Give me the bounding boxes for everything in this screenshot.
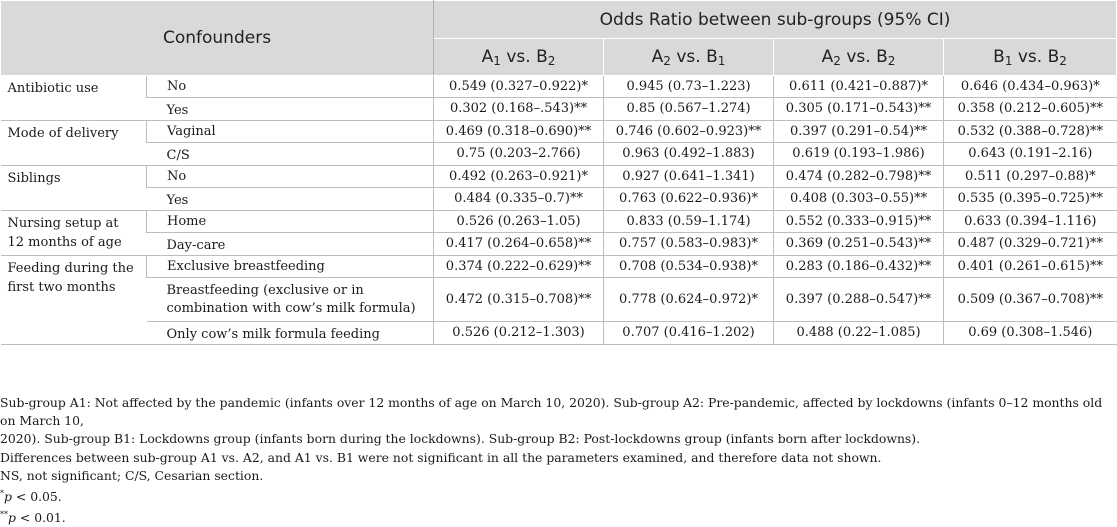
confounder-label-line: Feeding during the	[7, 261, 134, 276]
table-cell: 0.707 (0.416–1.202)	[604, 322, 774, 345]
confounder-nursing-setup	[1, 211, 147, 256]
table-body	[1, 76, 1117, 345]
table-cell: 0.397 (0.288–0.547)**	[774, 278, 944, 322]
table-cell: 0.927 (0.641–1.341)	[604, 166, 774, 188]
subcategory-label: Home	[147, 211, 434, 233]
table-cell: 0.509 (0.367–0.708)**	[944, 278, 1117, 322]
confounder-antibiotic-use: Antibiotic use	[1, 76, 147, 121]
table-cell: 0.472 (0.315–0.708)**	[434, 278, 604, 322]
subcategory-label: Yes	[147, 98, 434, 121]
table-cell: 0.75 (0.203–2.766)	[434, 143, 604, 166]
table-cell: 0.643 (0.191–2.16)	[944, 143, 1117, 166]
footnote-abbreviations: NS, not significant; C/S, Cesarian section.	[0, 467, 264, 483]
table-cell: 0.757 (0.583–0.983)*	[604, 233, 774, 256]
table-cell: 0.488 (0.22–1.085)	[774, 322, 944, 345]
subcategory-label: No	[147, 76, 434, 98]
confounder-label-line: Nursing setup at	[7, 216, 119, 231]
table-cell: 0.746 (0.602–0.923)**	[604, 121, 774, 143]
subcategory-label: C/S	[147, 143, 434, 166]
subcategory-label: Breastfeeding (exclusive or in combination with cow’s milk formula)	[147, 278, 434, 322]
footnote-p-001: **p < 0.01.	[0, 510, 66, 526]
footnote-p-005: *p < 0.05.	[0, 489, 62, 505]
table-row	[1, 143, 1117, 166]
table-cell: 0.484 (0.335–0.7)**	[434, 188, 604, 211]
table-cell: 0.535 (0.395–0.725)**	[944, 188, 1117, 211]
table-cell: 0.511 (0.297–0.88)*	[944, 166, 1117, 188]
table-cell: 0.492 (0.263–0.921)*	[434, 166, 604, 188]
subcategory-label: Only cow’s milk formula feeding	[147, 322, 434, 345]
subcategory-label: Vaginal	[147, 121, 434, 143]
table-cell: 0.549 (0.327–0.922)*	[434, 76, 604, 98]
table-cell: 0.358 (0.212–0.605)**	[944, 98, 1117, 121]
confounder-label-line: 12 months of age	[7, 235, 122, 250]
table-row	[1, 211, 1117, 233]
footnote-differences: Differences between sub-group A1 vs. A2, and A1 vs. B1 were not significant in all the parameters examined, and therefore data not shown.	[0, 449, 882, 465]
table-cell: 0.397 (0.291–0.54)**	[774, 121, 944, 143]
table-cell: 0.763 (0.622–0.936)*	[604, 188, 774, 211]
footnote-subgroup-definitions: Sub-group A1: Not affected by the pandemic (infants over 12 months of age on March 10, 2020). Sub-group A2: Pre-pandemic, affected by lockdowns (infants 0–12 months old on March 10, 2020). Sub-group B1: Lockdowns group (infants born during the lockdowns). Sub-group B2: Post-lockdowns group (infants born after lockdowns).	[0, 395, 1103, 447]
table-cell: 0.369 (0.251–0.543)**	[774, 233, 944, 256]
table-cell: 0.85 (0.567–1.274)	[604, 98, 774, 121]
table-row	[1, 256, 1117, 278]
table-cell: 0.474 (0.282–0.798)**	[774, 166, 944, 188]
table-cell: 0.526 (0.263–1.05)	[434, 211, 604, 233]
confounder-label-line: first two months	[7, 280, 116, 295]
table-cell: 0.778 (0.624–0.972)*	[604, 278, 774, 322]
table-cell: 0.305 (0.171–0.543)**	[774, 98, 944, 121]
table-header	[1, 1, 1117, 76]
table-cell: 0.611 (0.421–0.887)*	[774, 76, 944, 98]
table-cell: 0.408 (0.303–0.55)**	[774, 188, 944, 211]
table-cell: 0.833 (0.59–1.174)	[604, 211, 774, 233]
subcategory-label: No	[147, 166, 434, 188]
table-cell: 0.646 (0.434–0.963)*	[944, 76, 1117, 98]
confounders-header: Confounders	[1, 1, 434, 76]
table-row	[1, 233, 1117, 256]
table-cell: 0.469 (0.318–0.690)**	[434, 121, 604, 143]
table-cell: 0.283 (0.186–0.432)**	[774, 256, 944, 278]
subcategory-label: Day-care	[147, 233, 434, 256]
col-header-a2-vs-b1: $A_2$ vs. $B_1$	[604, 39, 774, 76]
col-header-a2-vs-b2: $A_2$ vs. $B_2$	[774, 39, 944, 76]
table-cell: 0.374 (0.222–0.629)**	[434, 256, 604, 278]
subcategory-label: Exclusive breastfeeding	[147, 256, 434, 278]
odds-ratio-group-header: Odds Ratio between sub-groups (95% CI)	[434, 1, 1117, 39]
table-footnotes	[0, 394, 1116, 527]
table-cell: 0.619 (0.193–1.986)	[774, 143, 944, 166]
table-row	[1, 98, 1117, 121]
table-cell: 0.401 (0.261–0.615)**	[944, 256, 1117, 278]
table-cell: 0.417 (0.264–0.658)**	[434, 233, 604, 256]
table-cell: 0.69 (0.308–1.546)	[944, 322, 1117, 345]
table-cell: 0.487 (0.329–0.721)**	[944, 233, 1117, 256]
subcategory-label: Yes	[147, 188, 434, 211]
table-cell: 0.532 (0.388–0.728)**	[944, 121, 1117, 143]
table-cell: 0.302 (0.168–.543)**	[434, 98, 604, 121]
table-cell: 0.945 (0.73–1.223)	[604, 76, 774, 98]
table-cell: 0.633 (0.394–1.116)	[944, 211, 1117, 233]
confounder-feeding	[1, 256, 147, 345]
confounder-siblings: Siblings	[1, 166, 147, 211]
table-row	[1, 121, 1117, 143]
table-row	[1, 166, 1117, 188]
table-row	[1, 76, 1117, 98]
col-header-a1-vs-b2: $A_1$ vs. $B_2$	[434, 39, 604, 76]
table-row	[1, 322, 1117, 345]
table-cell: 0.552 (0.333–0.915)**	[774, 211, 944, 233]
col-header-b1-vs-b2: $B_1$ vs. $B_2$	[944, 39, 1117, 76]
table-cell: 0.963 (0.492–1.883)	[604, 143, 774, 166]
table-cell: 0.708 (0.534–0.938)*	[604, 256, 774, 278]
table-row	[1, 278, 1117, 322]
table-row	[1, 188, 1117, 211]
confounder-mode-of-delivery: Mode of delivery	[1, 121, 147, 166]
table-cell: 0.526 (0.212–1.303)	[434, 322, 604, 345]
